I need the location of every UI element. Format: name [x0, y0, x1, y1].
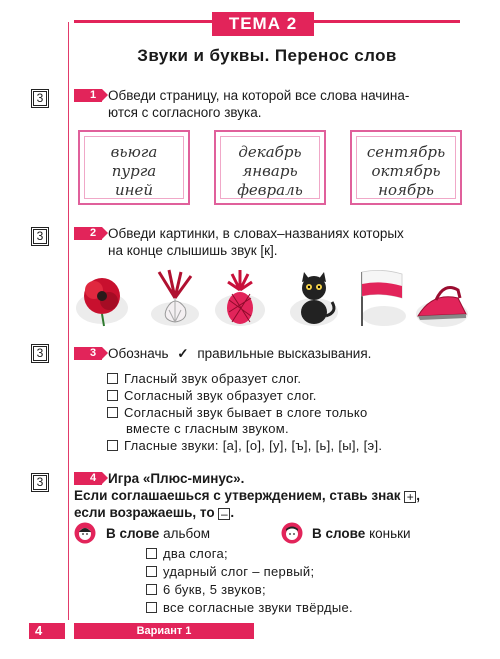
girl-face-icon [74, 522, 96, 544]
card-word: февраль [237, 181, 303, 199]
task-number-4: 4 [74, 472, 102, 485]
score-box-3: 3 [31, 344, 49, 363]
checkbox[interactable] [146, 566, 157, 577]
score-box-2: 3 [31, 227, 49, 246]
plus-sign-icon: + [404, 491, 416, 503]
statement-3[interactable]: Согласный звук бывает в слоге только [107, 405, 368, 421]
boy-face-icon [281, 522, 303, 544]
garlic-icon[interactable] [145, 268, 201, 328]
claim-2[interactable]: ударный слог – первый; [146, 564, 314, 580]
task-4-text: Если соглашаешься с утверждением, ставь знак + , если возражаешь, то – . [74, 488, 421, 521]
card-word: вьюга [110, 143, 158, 161]
margin-line [68, 22, 69, 620]
card-word: ноябрь [378, 181, 434, 199]
pineapple-icon[interactable] [212, 268, 268, 328]
task-2-text: Обведи картинки, в словах–названиях которых на конце слышишь звук [к]. [108, 226, 404, 258]
card-word: сентябрь [366, 143, 446, 161]
card-word: иней [114, 181, 154, 199]
task-1-text: Обведи страницу, на которой все слова начина- ются с согласного звука. [108, 88, 410, 120]
claim-3[interactable]: 6 букв, 5 звуков; [146, 582, 266, 598]
statement-1[interactable]: Гласный звук образует слог. [107, 371, 301, 387]
task-4-title: Игра «Плюс-минус». [108, 471, 245, 486]
topic-label: ТЕМА 2 [212, 12, 314, 36]
task-number-2: 2 [74, 227, 102, 240]
variant-label: Вариант 1 [74, 623, 254, 639]
checkbox[interactable] [146, 584, 157, 595]
check-mark-icon: ✓ [177, 346, 189, 361]
claim-1[interactable]: два слога; [146, 546, 228, 562]
task-3-text: Обозначь ✓ правильные высказывания. [108, 346, 372, 361]
word-card-2[interactable] [214, 130, 326, 205]
iron-icon[interactable] [414, 268, 470, 328]
left-word-label: В слове альбом [106, 526, 211, 541]
card-word: пурга [111, 162, 157, 180]
page-title: Звуки и буквы. Перенос слов [137, 46, 397, 65]
word-card-1[interactable] [78, 130, 190, 205]
score-box-1: 3 [31, 89, 49, 108]
checkbox[interactable] [107, 373, 118, 384]
task-number-3: 3 [74, 347, 102, 360]
card-word: декабрь [238, 143, 302, 161]
checkbox[interactable] [107, 407, 118, 418]
flag-icon[interactable] [356, 268, 412, 328]
checkbox[interactable] [107, 440, 118, 451]
right-word-label: В слове коньки [312, 526, 411, 541]
word-card-3[interactable] [350, 130, 462, 205]
card-word: январь [242, 162, 298, 180]
checkbox[interactable] [107, 390, 118, 401]
claim-4[interactable]: все согласные звуки твёрдые. [146, 600, 353, 616]
cat-icon[interactable] [286, 268, 342, 328]
poppy-icon[interactable] [74, 268, 130, 328]
statement-4[interactable]: Гласные звуки: [а], [о], [у], [ъ], [ь], [ы], [э]. [107, 438, 382, 454]
checkbox[interactable] [146, 548, 157, 559]
checkbox[interactable] [146, 602, 157, 613]
card-word: октябрь [371, 162, 441, 180]
statement-2[interactable]: Согласный звук образует слог. [107, 388, 317, 404]
score-box-4: 3 [31, 473, 49, 492]
minus-sign-icon: – [218, 508, 230, 520]
page-number: 4 [29, 623, 65, 639]
statement-3-continued: вместе с гласным звуком. [126, 421, 289, 436]
task-number-1: 1 [74, 89, 102, 102]
